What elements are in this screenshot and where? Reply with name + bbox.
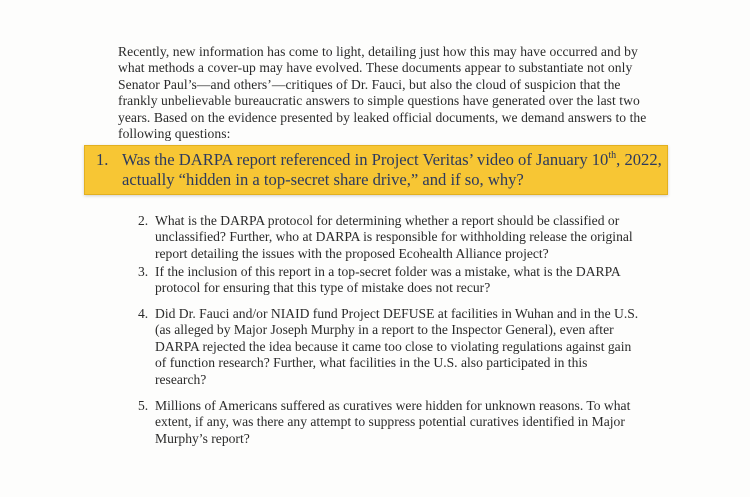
intro-line: Recently, new information has come to light, detailing just how this may have occurred and by xyxy=(118,44,638,59)
question-number: 5. xyxy=(138,398,149,413)
question-line: protocol for ensuring that this type of mistake does not recur? xyxy=(155,280,491,296)
question-line: What is the DARPA protocol for determining whether a report should be classified or xyxy=(155,213,620,228)
question-line: unclassified? Further, who at DARPA is responsible for withholding release the original xyxy=(155,229,633,245)
question-line: DARPA rejected the idea because it came too close to violating regulations against gain xyxy=(155,338,632,354)
question-text xyxy=(155,264,645,297)
question-number: 4. xyxy=(138,306,149,321)
ordinal-suffix: th xyxy=(608,150,617,161)
question-line: research? xyxy=(155,371,207,387)
intro-line: frankly unbelievable bureaucratic answers to simple questions have generated over the last two xyxy=(118,93,640,109)
intro-line: following questions: xyxy=(118,126,231,142)
intro-line: years. Based on the evidence presented by leaked official documents, we demand answers to the xyxy=(118,109,647,125)
question-line: Did Dr. Fauci and/or NIAID fund Project DEFUSE at facilities in Wuhan and in the U.S. xyxy=(155,306,639,321)
intro-paragraph xyxy=(118,44,647,142)
question-number: 2. xyxy=(138,213,149,228)
question-line: (as alleged by Major Joseph Murphy in a report to the Inspector General), even after xyxy=(155,322,614,338)
intro-line: what methods a cover-up may have evolved. These documents appear to substantiate not only xyxy=(118,60,633,76)
question-line: extent, if any, was there any attempt to suppress potential curatives identified in Major xyxy=(155,414,625,430)
question-number: 3. xyxy=(138,264,149,279)
question-text xyxy=(155,213,645,262)
question-number: 1. xyxy=(96,150,109,169)
question-text xyxy=(122,150,682,190)
question-text xyxy=(155,398,645,447)
question-line: Millions of Americans suffered as curatives were hidden for unknown reasons. To what xyxy=(155,398,631,413)
intro-line: Senator Paul’s—and others’—critiques of Dr. Fauci, but also the cloud of suspicion that the xyxy=(118,76,621,92)
question-line: If the inclusion of this report in a top-secret folder was a mistake, what is the DARPA xyxy=(155,264,621,279)
question-line: Murphy’s report? xyxy=(155,430,250,446)
question-line-part: Was the DARPA report referenced in Project Veritas’ video of January 10 xyxy=(122,150,609,169)
question-line-part: , 2022, xyxy=(616,150,662,169)
question-line xyxy=(122,150,682,170)
question-line: actually “hidden in a top-secret share drive,” and if so, why? xyxy=(122,170,524,189)
question-text xyxy=(155,306,645,388)
question-line: report detailing the issues with the proposed Ecohealth Alliance project? xyxy=(155,245,549,261)
question-line: of function research? Further, what facilities in the U.S. also participated in this xyxy=(155,355,588,371)
